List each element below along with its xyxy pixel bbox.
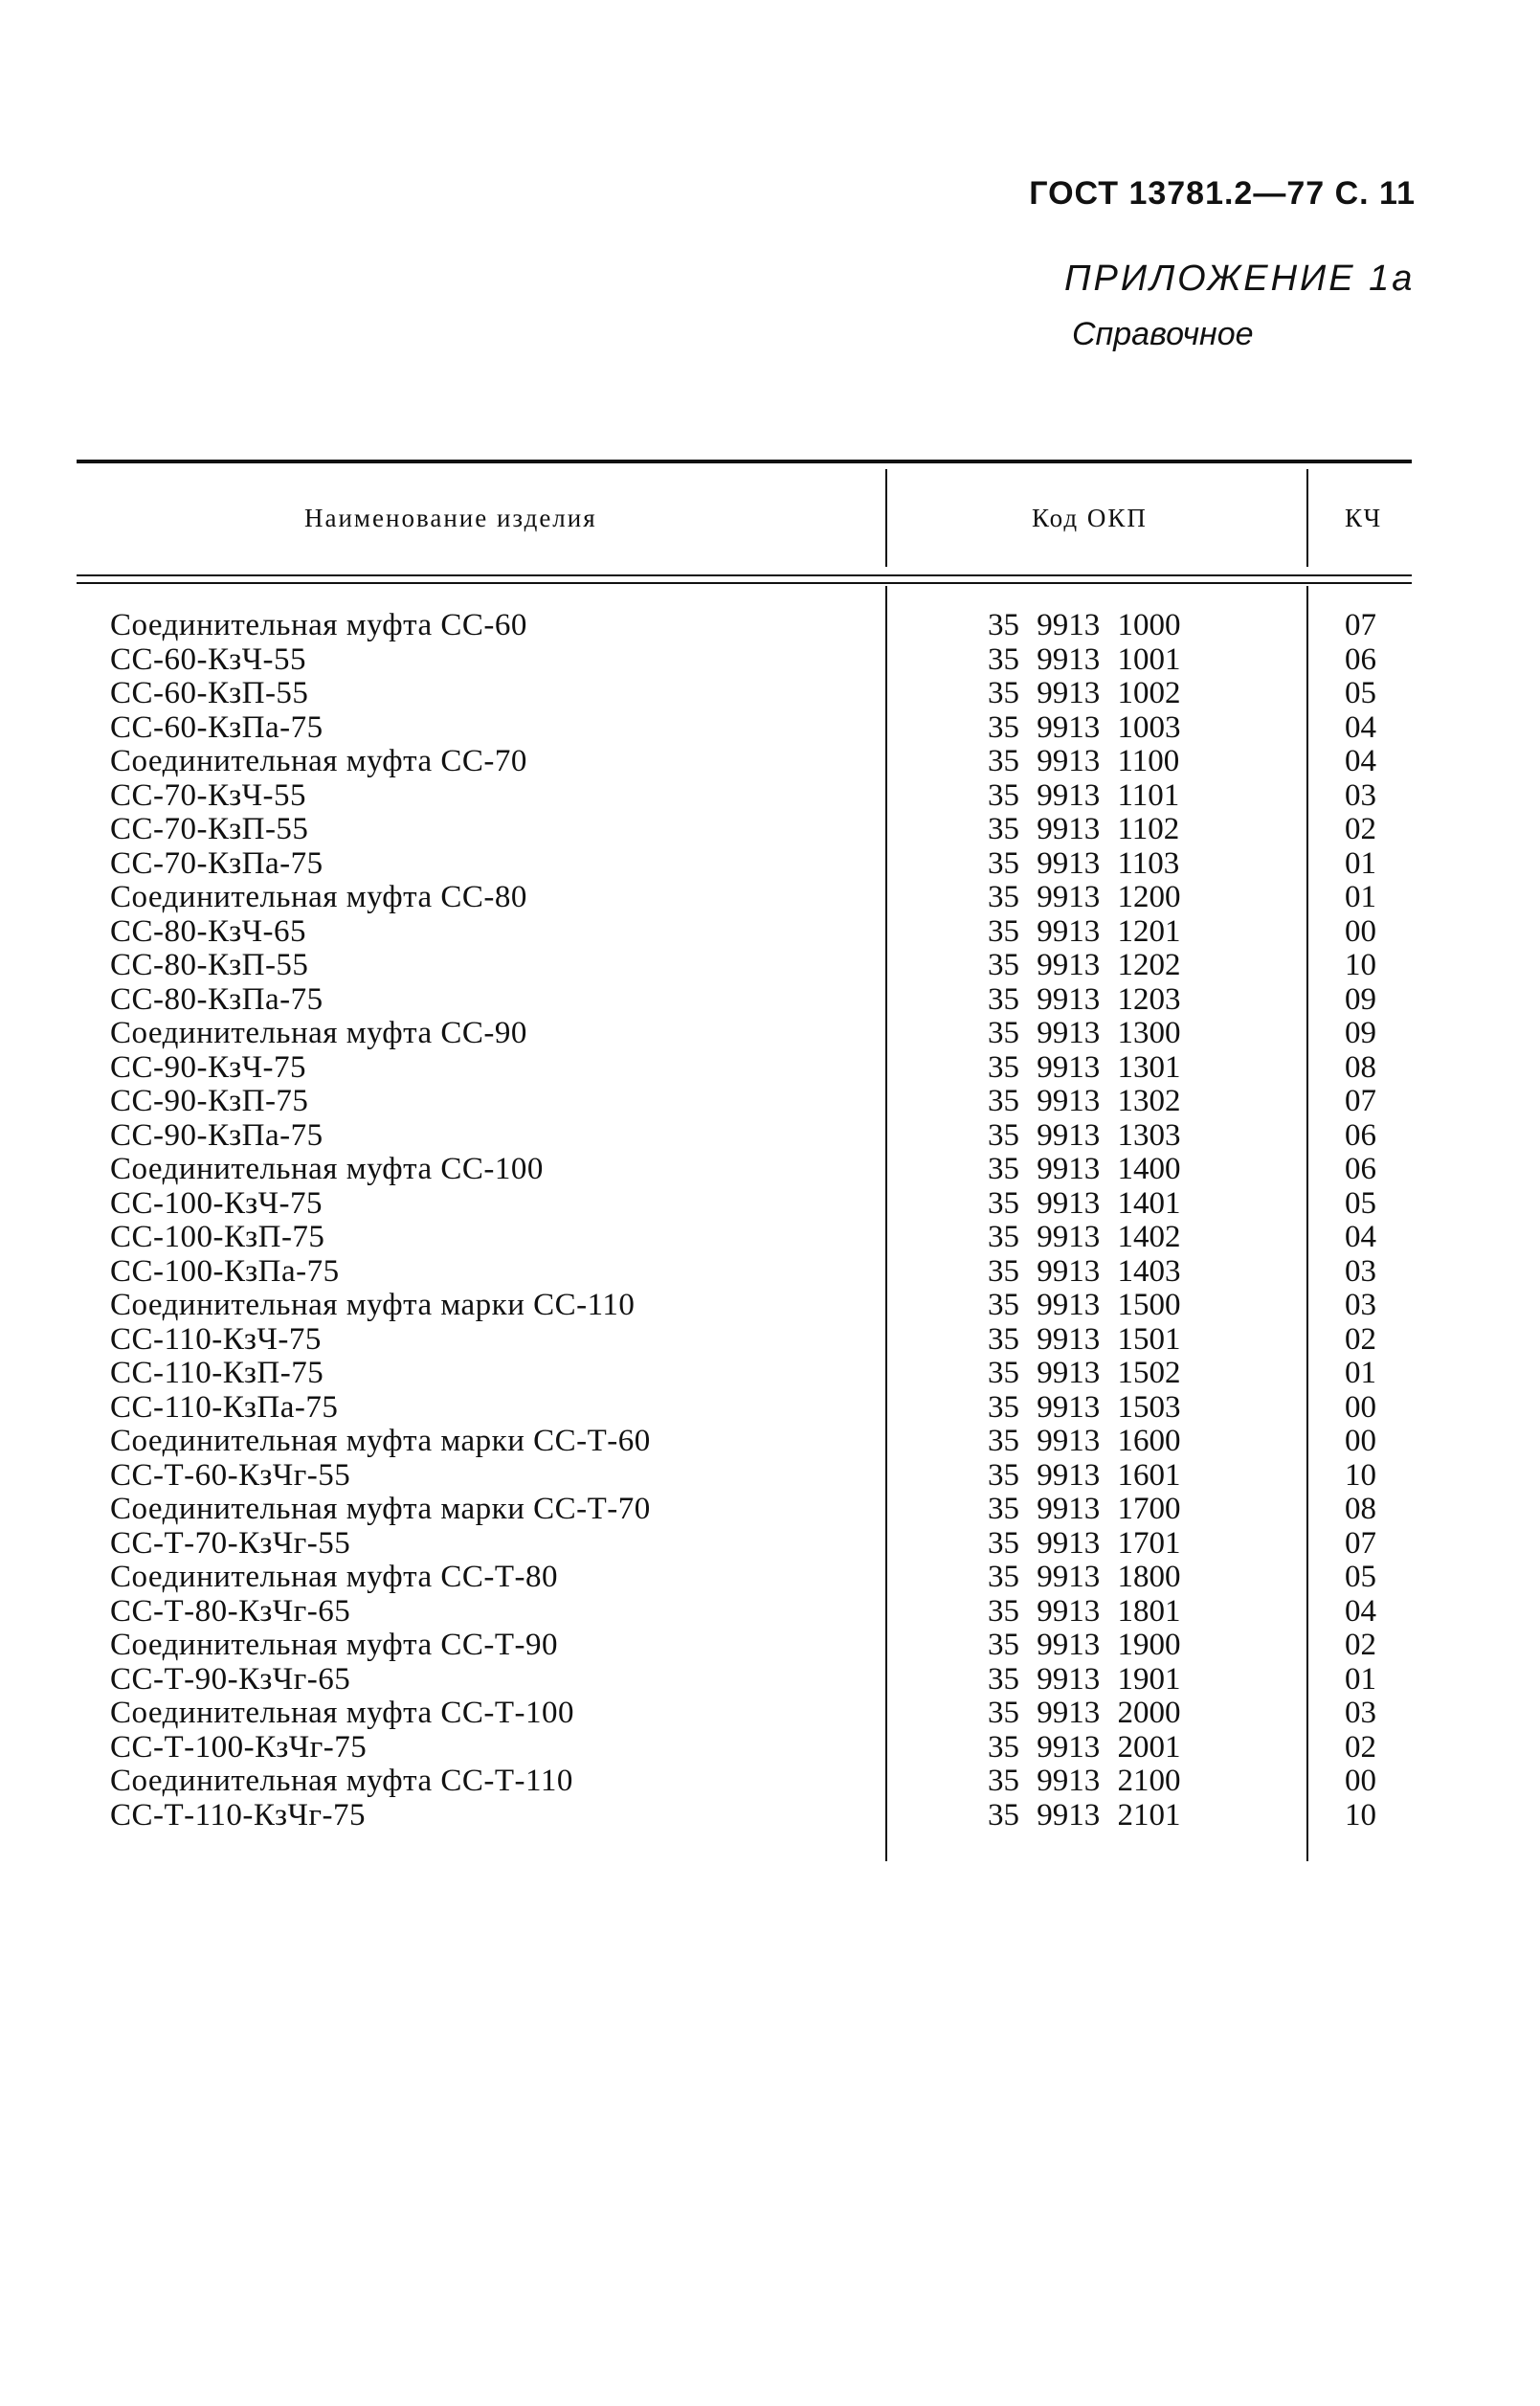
table-row — [0, 779, 1540, 814]
product-name-cell: СС-Т-60-КзЧг-55 — [110, 1457, 351, 1493]
product-name-cell: СС-60-КзЧ-55 — [110, 641, 307, 677]
product-name-cell: СС-110-КзП-75 — [110, 1356, 324, 1390]
kch-cell: 03 — [1345, 777, 1376, 813]
product-name-cell: Соединительная муфта СС-60 — [110, 608, 527, 642]
kch-cell: 06 — [1345, 1152, 1376, 1186]
table-row — [0, 1221, 1540, 1255]
product-name-cell: СС-90-КзЧ-75 — [110, 1049, 307, 1085]
product-name-cell: Соединительная муфта СС-Т-90 — [110, 1628, 559, 1662]
table-row — [0, 949, 1540, 983]
table-row — [0, 983, 1540, 1018]
okp-code-cell: 35 9913 1202 — [988, 948, 1181, 982]
product-name-cell: Соединительная муфта СС-Т-110 — [110, 1764, 573, 1798]
table-row — [0, 1493, 1540, 1527]
product-name-cell: СС-Т-100-КзЧг-75 — [110, 1729, 368, 1765]
product-name-cell: СС-70-КзП-55 — [110, 812, 309, 846]
kch-cell: 07 — [1345, 1525, 1376, 1561]
page-header: ГОСТ 13781.2—77 С. 11 — [1029, 175, 1416, 212]
kch-cell: 10 — [1345, 948, 1376, 982]
header-divider-2 — [1306, 469, 1308, 567]
product-name-cell: СС-Т-80-КзЧг-65 — [110, 1593, 351, 1629]
column-header-code: Код ОКП — [1032, 504, 1148, 532]
table-row — [0, 1561, 1540, 1595]
product-name-cell: Соединительная муфта марки СС-Т-70 — [110, 1492, 651, 1526]
kch-cell: 00 — [1345, 1424, 1376, 1458]
table-row — [0, 1629, 1540, 1663]
okp-code-cell: 35 9913 1102 — [988, 812, 1180, 846]
okp-code-cell: 35 9913 1200 — [988, 880, 1181, 914]
table-row — [0, 1425, 1540, 1459]
okp-code-cell: 35 9913 1501 — [988, 1321, 1181, 1357]
table-row — [0, 1459, 1540, 1494]
kch-cell: 08 — [1345, 1049, 1376, 1085]
table-row — [0, 1017, 1540, 1051]
product-name-cell: Соединительная муфта марки СС-Т-60 — [110, 1424, 651, 1458]
kch-cell: 04 — [1345, 1220, 1376, 1254]
kch-cell: 09 — [1345, 1016, 1376, 1050]
product-name-cell: СС-80-КзЧ-65 — [110, 913, 307, 949]
okp-code-cell: 35 9913 1800 — [988, 1560, 1181, 1594]
kch-cell: 02 — [1345, 1321, 1376, 1357]
table-row — [0, 1357, 1540, 1391]
table-row — [0, 1765, 1540, 1799]
table-row — [0, 677, 1540, 711]
kch-cell: 07 — [1345, 608, 1376, 642]
product-name-cell: Соединительная муфта марки СС-110 — [110, 1288, 636, 1322]
product-name-cell: СС-90-КзП-75 — [110, 1084, 309, 1118]
table-row — [0, 847, 1540, 882]
product-name-cell: СС-Т-110-КзЧг-75 — [110, 1797, 367, 1833]
kch-cell: 03 — [1345, 1253, 1376, 1289]
okp-code-cell: 35 9913 1801 — [988, 1593, 1181, 1629]
table-row — [0, 1323, 1540, 1358]
table-row — [0, 881, 1540, 915]
table-row — [0, 609, 1540, 643]
kch-cell: 04 — [1345, 709, 1376, 745]
table-row — [0, 915, 1540, 950]
kch-cell: 05 — [1345, 1185, 1376, 1221]
okp-code-cell: 35 9913 1901 — [988, 1661, 1181, 1697]
product-name-cell: Соединительная муфта СС-70 — [110, 744, 527, 778]
product-name-cell: СС-70-КзПа-75 — [110, 845, 324, 881]
product-name-cell: СС-60-КзП-55 — [110, 676, 309, 710]
product-name-cell: Соединительная муфта СС-Т-100 — [110, 1696, 575, 1730]
okp-code-cell: 35 9913 1900 — [988, 1628, 1181, 1662]
appendix-title: ПРИЛОЖЕНИЕ 1а — [1064, 259, 1416, 299]
kch-cell: 01 — [1345, 880, 1376, 914]
kch-cell: 07 — [1345, 1084, 1376, 1118]
product-name-cell: Соединительная муфта СС-80 — [110, 880, 527, 914]
okp-code-cell: 35 9913 1000 — [988, 608, 1181, 642]
okp-code-cell: 35 9913 1300 — [988, 1016, 1181, 1050]
kch-cell: 10 — [1345, 1797, 1376, 1833]
okp-code-cell: 35 9913 1003 — [988, 709, 1181, 745]
product-name-cell: Соединительная муфта СС-100 — [110, 1152, 544, 1186]
product-name-cell: СС-110-КзЧ-75 — [110, 1321, 322, 1357]
okp-code-cell: 35 9913 1103 — [988, 845, 1180, 881]
okp-code-cell: 35 9913 1203 — [988, 981, 1181, 1017]
table-row — [0, 1119, 1540, 1154]
kch-cell: 10 — [1345, 1457, 1376, 1493]
table-row — [0, 1289, 1540, 1323]
kch-cell: 05 — [1345, 1560, 1376, 1594]
table-row — [0, 1085, 1540, 1119]
okp-code-cell: 35 9913 1101 — [988, 777, 1180, 813]
table-row — [0, 1731, 1540, 1765]
okp-code-cell: 35 9913 1701 — [988, 1525, 1181, 1561]
kch-cell: 00 — [1345, 1389, 1376, 1425]
product-name-cell: СС-70-КзЧ-55 — [110, 777, 307, 813]
table-row — [0, 1391, 1540, 1426]
table-row — [0, 1255, 1540, 1290]
product-name-cell: СС-Т-70-КзЧг-55 — [110, 1525, 351, 1561]
okp-code-cell: 35 9913 1002 — [988, 676, 1181, 710]
okp-code-cell: 35 9913 1601 — [988, 1457, 1181, 1493]
okp-code-cell: 35 9913 1401 — [988, 1185, 1181, 1221]
table-row — [0, 1153, 1540, 1187]
okp-code-cell: 35 9913 1700 — [988, 1492, 1181, 1526]
header-bottom-rule — [77, 574, 1412, 576]
okp-code-cell: 35 9913 1400 — [988, 1152, 1181, 1186]
column-header-name: Наименование изделия — [304, 504, 597, 532]
product-name-cell: СС-80-КзП-55 — [110, 948, 309, 982]
product-name-cell: Соединительная муфта СС-Т-80 — [110, 1560, 559, 1594]
okp-code-cell: 35 9913 1100 — [988, 744, 1180, 778]
kch-cell: 09 — [1345, 981, 1376, 1017]
okp-code-cell: 35 9913 1303 — [988, 1117, 1181, 1153]
kch-cell: 00 — [1345, 1764, 1376, 1798]
table-row — [0, 1595, 1540, 1630]
table-row — [0, 745, 1540, 779]
kch-cell: 03 — [1345, 1696, 1376, 1730]
header-divider-1 — [885, 469, 887, 567]
product-name-cell: СС-80-КзПа-75 — [110, 981, 324, 1017]
table-body — [0, 609, 1540, 1833]
product-name-cell: СС-100-КзЧ-75 — [110, 1185, 324, 1221]
product-name-cell: СС-110-КзПа-75 — [110, 1389, 339, 1425]
kch-cell: 01 — [1345, 1356, 1376, 1390]
table-row — [0, 1527, 1540, 1562]
okp-code-cell: 35 9913 1402 — [988, 1220, 1181, 1254]
appendix-subtitle: Справочное — [1072, 316, 1254, 352]
kch-cell: 05 — [1345, 676, 1376, 710]
kch-cell: 06 — [1345, 1117, 1376, 1153]
kch-cell: 08 — [1345, 1492, 1376, 1526]
okp-code-cell: 35 9913 1502 — [988, 1356, 1181, 1390]
kch-cell: 06 — [1345, 641, 1376, 677]
okp-code-cell: 35 9913 1301 — [988, 1049, 1181, 1085]
product-name-cell: Соединительная муфта СС-90 — [110, 1016, 527, 1050]
okp-code-cell: 35 9913 1403 — [988, 1253, 1181, 1289]
product-name-cell: СС-100-КзП-75 — [110, 1220, 325, 1254]
kch-cell: 02 — [1345, 1729, 1376, 1765]
product-name-cell: СС-Т-90-КзЧг-65 — [110, 1661, 351, 1697]
okp-code-cell: 35 9913 2101 — [988, 1797, 1181, 1833]
kch-cell: 01 — [1345, 1661, 1376, 1697]
kch-cell: 03 — [1345, 1288, 1376, 1322]
okp-code-cell: 35 9913 1500 — [988, 1288, 1181, 1322]
column-header-kch: КЧ — [1345, 504, 1383, 532]
table-row — [0, 1663, 1540, 1698]
product-name-cell: СС-60-КзПа-75 — [110, 709, 324, 745]
table-row — [0, 1187, 1540, 1222]
okp-code-cell: 35 9913 1001 — [988, 641, 1181, 677]
table-row — [0, 1799, 1540, 1833]
product-name-cell: СС-100-КзПа-75 — [110, 1253, 340, 1289]
kch-cell: 02 — [1345, 812, 1376, 846]
table-top-rule — [77, 460, 1412, 463]
table-row — [0, 643, 1540, 678]
table-row — [0, 1697, 1540, 1731]
okp-code-cell: 35 9913 1201 — [988, 913, 1181, 949]
okp-code-cell: 35 9913 1503 — [988, 1389, 1181, 1425]
kch-cell: 00 — [1345, 913, 1376, 949]
okp-code-cell: 35 9913 2000 — [988, 1696, 1181, 1730]
header-bottom-rule-double — [77, 582, 1412, 584]
product-name-cell: СС-90-КзПа-75 — [110, 1117, 324, 1153]
kch-cell: 02 — [1345, 1628, 1376, 1662]
okp-code-cell: 35 9913 1302 — [988, 1084, 1181, 1118]
kch-cell: 04 — [1345, 744, 1376, 778]
table-row — [0, 813, 1540, 847]
kch-cell: 04 — [1345, 1593, 1376, 1629]
okp-code-cell: 35 9913 2001 — [988, 1729, 1181, 1765]
table-row — [0, 1051, 1540, 1086]
table-row — [0, 711, 1540, 746]
kch-cell: 01 — [1345, 845, 1376, 881]
okp-code-cell: 35 9913 2100 — [988, 1764, 1181, 1798]
okp-code-cell: 35 9913 1600 — [988, 1424, 1181, 1458]
